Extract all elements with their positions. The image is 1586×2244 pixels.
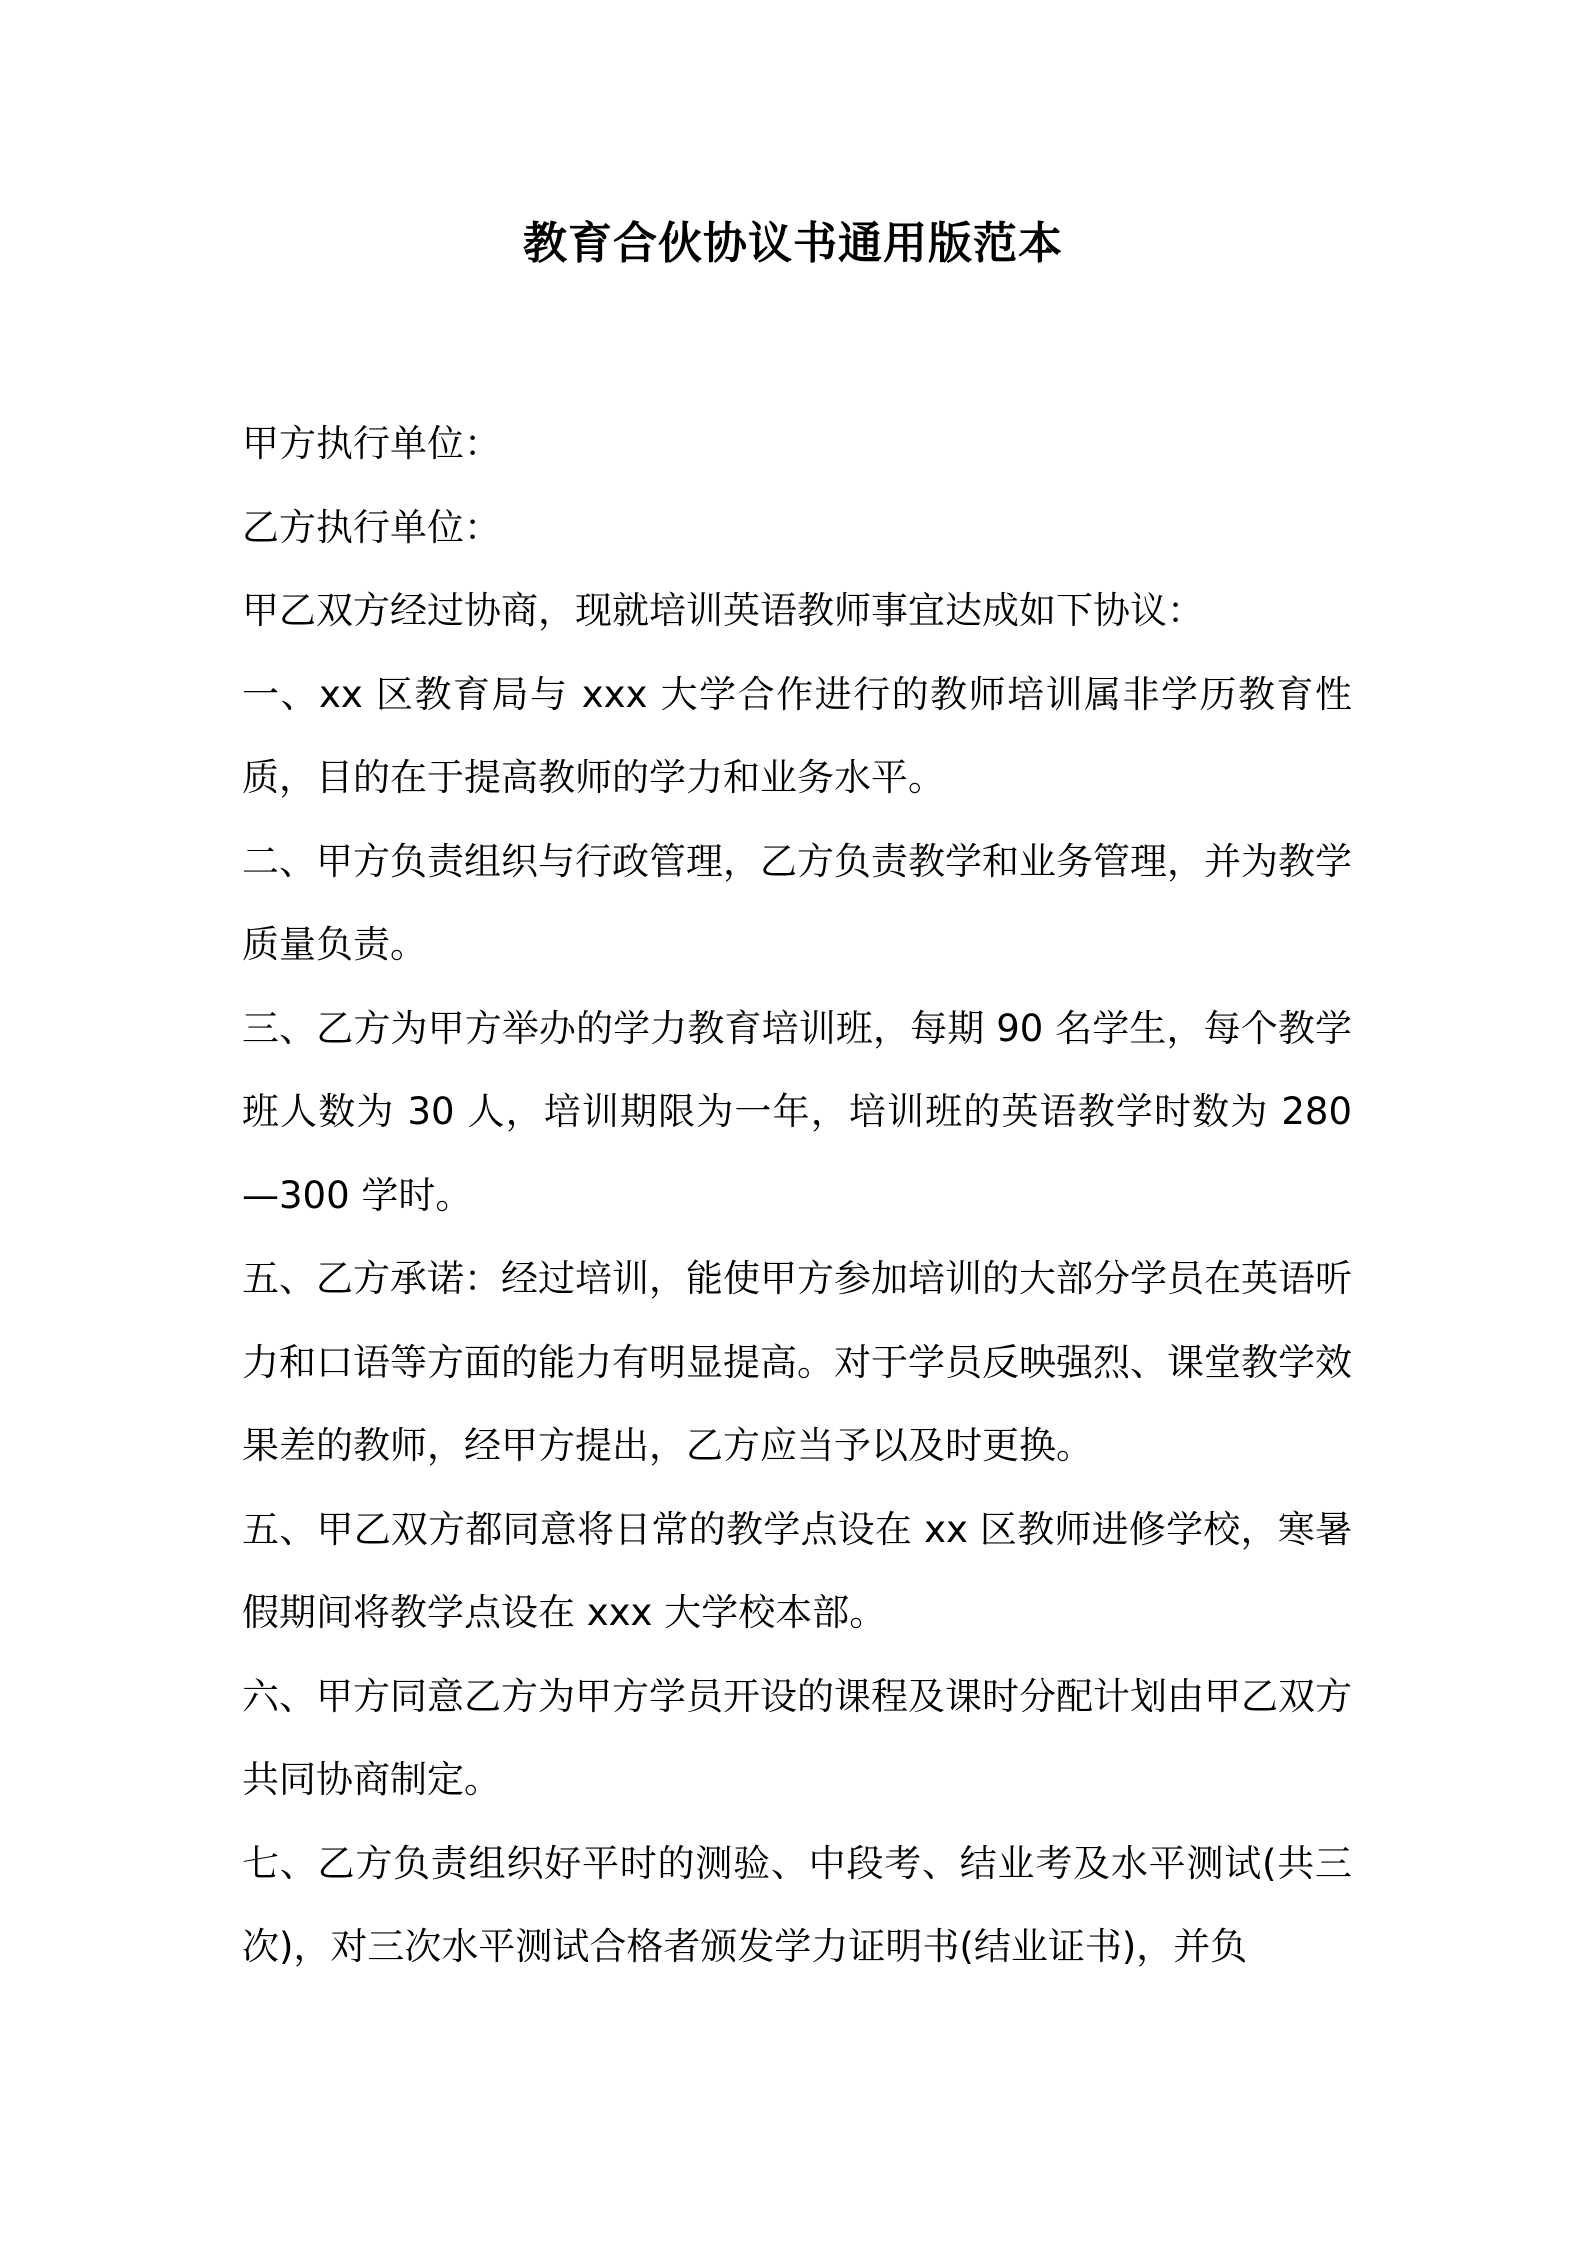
clause-2: 二、甲方负责组织与行政管理，乙方负责教学和业务管理，并为教学质量负责。 [242, 839, 1352, 966]
clause-3: 三、乙方为甲方举办的学力教育培训班，每期 90 名学生，每个教学班人数为 30 人，培训期限为一年，培训班的英语教学时数为 280—300 学时。 [242, 1006, 1352, 1217]
party-a-line: 甲方执行单位： [242, 422, 501, 465]
clause-6: 六、甲方同意乙方为甲方学员开设的课程及课时分配计划由甲乙双方共同协商制定。 [242, 1674, 1352, 1801]
clause-5b: 五、甲乙双方都同意将日常的教学点设在 xx 区教师进修学校，寒暑假期间将教学点设在 xxx 大学校本部。 [242, 1507, 1352, 1634]
party-b-line: 乙方执行单位： [242, 505, 501, 549]
clause-1: 一、xx 区教育局与 xxx 大学合作进行的教师培训属非学历教育性质，目的在于提高教师的学力和业务水平。 [242, 672, 1352, 799]
document-body [242, 402, 1352, 1989]
document-title: 教育合伙协议书通用版范本 [523, 218, 1063, 269]
clause-5a: 五、乙方承诺：经过培训，能使甲方参加培训的大部分学员在英语听力和口语等方面的能力有明显提高。对于学员反映强烈、课堂教学效果差的教师，经甲方提出，乙方应当予以及时更换。 [242, 1257, 1352, 1467]
preamble-paragraph: 甲乙双方经过协商，现就培训英语教师事宜达成如下协议： [242, 589, 1204, 632]
clause-7: 七、乙方负责组织好平时的测验、中段考、结业考及水平测试(共三次)，对三次水平测试合格者颁发学力证明书(结业证书)，并负 [242, 1841, 1352, 1968]
